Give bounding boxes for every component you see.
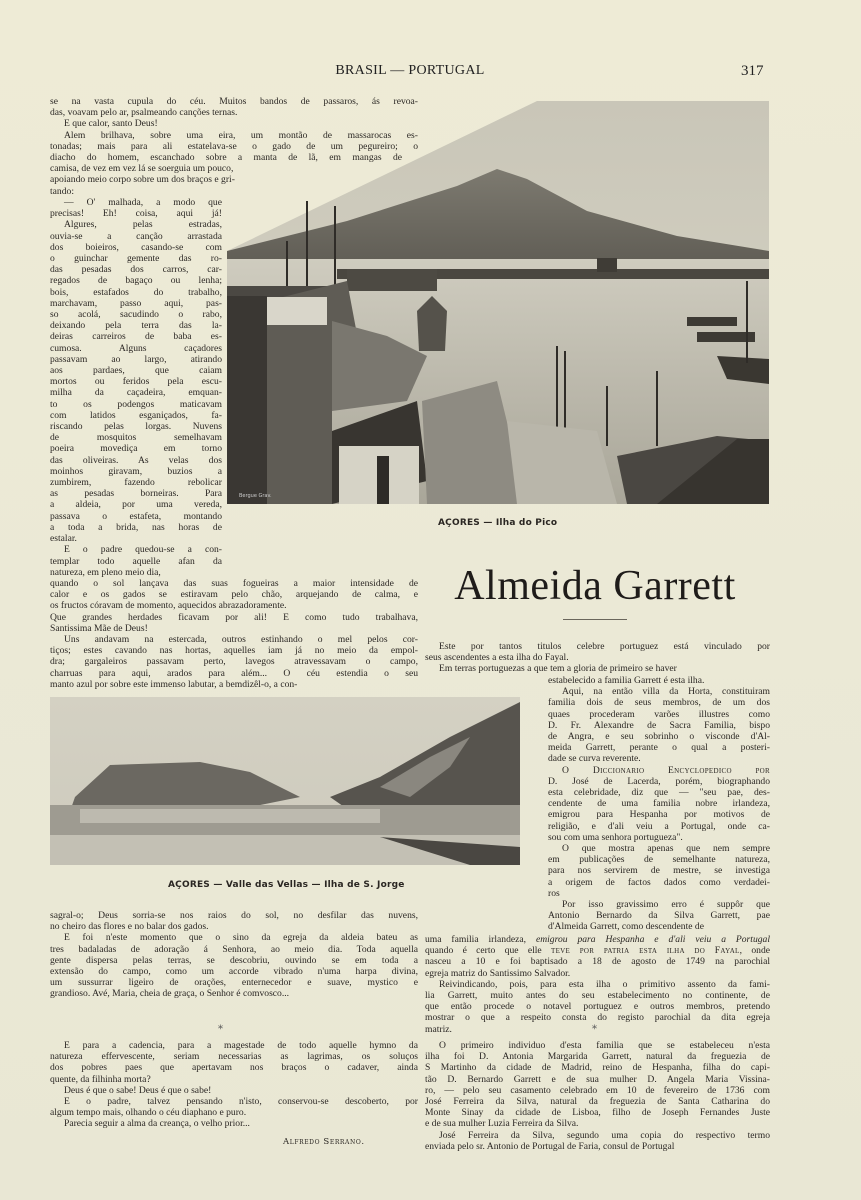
text-line: ro, — pelo seu casamento celebrado em 10 de fevereiro de 1736 com bbox=[425, 1084, 770, 1096]
text-line: bois, estafados do trabalho, bbox=[50, 286, 222, 298]
text-line: mortos ou feridos pela escu- bbox=[50, 376, 222, 388]
text-line: Uns andavam na estercada, outros estinhando o mel pelos cor- bbox=[64, 634, 418, 646]
text-line bbox=[425, 934, 770, 945]
text-line: S Martinho da cidade de Madrid, reino de Hespanha, filha do capi- bbox=[425, 1062, 770, 1074]
text-line: Monte Sinay da cidade de Lisboa, filho de Joseph Fernandes Juste bbox=[425, 1107, 770, 1119]
text-line: aos pardaes, que caiam bbox=[50, 365, 222, 377]
text-line: um sussurrar ligeiro de orações, enternecedor e suave, mystico e bbox=[50, 977, 418, 989]
text-line: milha da caçadeira, emquan- bbox=[50, 387, 222, 399]
text-line: mostrar o que a respeito consta do registo parochial da dita egreja bbox=[425, 1012, 770, 1024]
text-line: templar todo aquelle afan da bbox=[50, 555, 222, 567]
caption-detail: Valle das Vellas — Ilha de S. Jorge bbox=[225, 880, 405, 890]
caption-place: AÇORES bbox=[168, 880, 210, 890]
text-line: tando: bbox=[50, 185, 74, 197]
text-segment: uma familia irlandeza, bbox=[425, 934, 536, 945]
text-line: meida Garrett, perante o qual a posteri- bbox=[548, 742, 770, 754]
text-line: tão D. Bernardo Garrett e de sua mulher D. Angela Maria Vissina- bbox=[425, 1073, 770, 1085]
caption-ilha-do-pico bbox=[438, 518, 557, 528]
italic-quote: emigrou para Hespanha e d'ali veiu a Portugal bbox=[535, 934, 770, 945]
text-line: E para a cadencia, para a magestade de todo aquelle hymno da bbox=[64, 1040, 418, 1051]
text-line: lia Garrett, muito antes do seu estabelecimento no continente, de bbox=[425, 990, 770, 1002]
text-line: a aldeia, por uma vereda, bbox=[50, 499, 222, 511]
text-line: poeira movediça em torno bbox=[50, 443, 222, 455]
text-line: apoiando meio corpo sobre um dos braços e gri- bbox=[50, 174, 235, 186]
text-line: Alem brilhava, sobre uma eira, um montão de massarocas es- bbox=[64, 129, 418, 141]
text-line: D. Fr. Alexandre de Sacra Familia, bispo bbox=[548, 719, 770, 731]
text-line: gente dispersa pelas terras, se descobriu, ouvindo se em toda a bbox=[50, 954, 418, 966]
text-line: Por isso gravissimo erro é suppôr que bbox=[562, 899, 770, 911]
text-line: to os podengos maticavam bbox=[50, 398, 222, 410]
story-opening bbox=[50, 96, 418, 197]
text-line: esta celebridade, diz que — "seu pae, des- bbox=[548, 787, 770, 799]
text-line: se na vasta cupula do céu. Muitos bandos de passaros, ás revoa- bbox=[50, 96, 418, 107]
text-line: Este por tantos titulos celebre portuguez está vinculado por bbox=[439, 641, 770, 652]
author-signature: Alfredo Serrano. bbox=[283, 1137, 365, 1147]
text-line: sou com uma senhora portugueza". bbox=[548, 831, 683, 843]
title-rule bbox=[563, 619, 627, 620]
text-line: dos pobres paes que apertavam nos braços o cadaver, ainda bbox=[50, 1062, 418, 1074]
story-continuation bbox=[50, 578, 418, 690]
story-narrow-column bbox=[50, 197, 222, 578]
text-line: grandioso. Avé, Maria, cheia de graça, o Senhor é comvosco... bbox=[50, 988, 290, 1000]
text-line: regados de bagaço ou lenha; bbox=[50, 275, 222, 287]
text-line: algum tempo mais, olhando o céu diaphano e puro. bbox=[50, 1107, 247, 1119]
caption-detail: Ilha do Pico bbox=[495, 518, 558, 528]
text-line: que então procede o notavel portuguez e outros membros, pretendo bbox=[425, 1001, 770, 1013]
text-line: matriz. bbox=[425, 1023, 452, 1035]
text-line: d'Almeida Garrett, como descendente de bbox=[548, 921, 704, 933]
article-narrow-column bbox=[548, 675, 770, 933]
text-line: marchavam, passo aqui, pas- bbox=[50, 297, 222, 309]
text-line: diacho do homem, escanchado sobre a manta de lã, em mangas de bbox=[50, 152, 402, 164]
text-line: Deus é que o sabe! Deus é que o sabe! bbox=[64, 1084, 212, 1096]
article-wide-lines bbox=[425, 956, 770, 1034]
text-line: natureza effervescente, seriam necessarias as lagrimas, os soluços bbox=[50, 1051, 418, 1063]
text-segment: quando é certo que elle bbox=[425, 945, 551, 957]
text-line: religião, e d'ali veiu a Portugal, onde ca- bbox=[548, 820, 770, 832]
text-line: — O' malhada, a modo que bbox=[64, 197, 222, 208]
text-line: passava o estafeta, montando bbox=[50, 510, 222, 522]
text-line: calor e os gados se estiravam pelo chão, arquejando de calma, e bbox=[50, 589, 418, 601]
text-line: estabelecido a familia Garrett é esta ilha. bbox=[548, 675, 705, 686]
text-line: seus ascendentes a esta ilha do Fayal. bbox=[425, 652, 569, 664]
page-number: 317 bbox=[741, 63, 764, 79]
text-line: enviada pelo sr. Antonio de Portugal de Faria, consul de Portugal bbox=[425, 1140, 675, 1152]
text-line: Em terras portuguezas a que tem a gloria de primeiro se haver bbox=[439, 663, 677, 675]
text-line: deixando pela terra das la- bbox=[50, 320, 222, 332]
text-line: zumbirem, fazendo rebolicar bbox=[50, 477, 222, 489]
text-line: charruas para aqui, arados para além... O céu estendia o seu bbox=[50, 667, 418, 679]
text-line: familia dois de seus membros, de um dos bbox=[548, 697, 770, 709]
text-line: Que grandes herdades ficavam por ali! E como tudo trabalhava, bbox=[50, 611, 418, 623]
text-line: e de sua mulher Luzia Ferreira da Silva. bbox=[425, 1118, 579, 1130]
text-line: Santissima Mãe de Deus! bbox=[50, 622, 148, 634]
text-line: D. José de Lacerda, porém, biographando bbox=[548, 775, 770, 787]
text-line: José Ferreira da Silva, segundo uma copia do respectivo termo bbox=[439, 1129, 770, 1141]
text-line: manto azul por sobre este immenso labutar, a bemdizêl-o, a con- bbox=[50, 678, 298, 690]
caption-valle-das-vellas bbox=[168, 880, 405, 890]
text-line: ilha foi D. Antonia Margarida Garrett, natural da freguezia de bbox=[425, 1051, 770, 1063]
text-line: ros bbox=[548, 887, 560, 899]
text-segment: , onde bbox=[739, 945, 770, 957]
text-line: no cheiro das flores e no balar dos gados. bbox=[50, 921, 209, 933]
text-line: natureza, em pleno meio dia, bbox=[50, 566, 161, 578]
text-line: para nos servirem de mestre, se investiga bbox=[548, 865, 770, 877]
text-line: ouvia-se a canção arrastada bbox=[50, 230, 222, 242]
text-line: quente, da filhinha morta? bbox=[50, 1073, 151, 1085]
text-line: das pesadas dos carros, car- bbox=[50, 264, 222, 276]
text-line: riscando pelas lorgas. Nuvens bbox=[50, 421, 222, 433]
text-line: Parecia seguir a alma da creança, o velho prior... bbox=[64, 1118, 250, 1130]
text-line: cendente de uma familia nobre irlandeza, bbox=[548, 798, 770, 810]
running-title: BRASIL — PORTUGAL bbox=[335, 63, 485, 78]
caption-dash: — bbox=[483, 518, 496, 528]
text-line: José Ferreira da Silva, natural da freguezia de Santa Catharina do bbox=[425, 1096, 770, 1108]
text-line: camisa, de vez em vez lá se soerguia um pouco, bbox=[50, 163, 234, 175]
text-line: dra; gargaleiros passavam perto, lavegos atravessavam o campo, bbox=[50, 656, 418, 668]
text-line: E foi n'este momento que o sino da egreja da aldeia bateu as bbox=[64, 932, 418, 944]
text-line: Aqui, na então villa da Horta, constituiram bbox=[562, 686, 770, 698]
text-line: tres badaladas de adoração á Senhora, ao meio dia. Toda aquella bbox=[50, 943, 418, 955]
text-line: O que mostra apenas que nem sempre bbox=[562, 843, 770, 855]
text-line: so acolá, sacudindo o rabo, bbox=[50, 309, 222, 321]
article-closing bbox=[425, 1040, 770, 1152]
text-line: dos boieiros, casando-se com bbox=[50, 241, 222, 253]
article-continuation bbox=[425, 934, 770, 1035]
text-line: a toda a brida, nas horas de bbox=[50, 521, 222, 533]
text-line: O primeiro individuo d'esta familia que se estabeleceu n'esta bbox=[439, 1040, 770, 1051]
caption-dash: — bbox=[213, 880, 226, 890]
text-line: emigrou para Hespanha por motivos de bbox=[548, 809, 770, 821]
text-line: tonadas; mais para ali estatelava-se o gado de um pegureiro; o bbox=[50, 140, 418, 152]
text-line: dade se curva reverente. bbox=[548, 753, 641, 765]
text-line: extensão do campo, como um accorde vibrado n'uma harpa divina, bbox=[50, 966, 418, 978]
text-line: O Diccionario Encyclopedico por bbox=[562, 764, 770, 776]
small-caps-emphasis: teve por patria esta ilha do Fayal bbox=[551, 945, 740, 957]
photo-valle-das-vellas bbox=[50, 697, 520, 865]
text-line: o guinchar gemente das ro- bbox=[50, 253, 222, 265]
text-line: passavam ao largo, atirando bbox=[50, 353, 222, 365]
text-line: Reivindicando, pois, para esta ilha o primitivo assento da fami- bbox=[439, 978, 770, 990]
text-line: nasceu a 10 e foi baptisado a 18 de agosto de 1749 na parochial bbox=[425, 956, 770, 968]
text-line: com latidos esganiçados, fa- bbox=[50, 409, 222, 421]
caption-place: AÇORES bbox=[438, 518, 480, 528]
text-line: a origem de factos dados como verdadei- bbox=[548, 876, 770, 888]
text-line: quando o sol lançava das suas fogueiras a maior intensidade de bbox=[50, 578, 418, 589]
article-intro bbox=[425, 641, 770, 675]
text-line: moinhos giravam, buzios a bbox=[50, 465, 222, 477]
text-line: E que calor, santo Deus! bbox=[64, 118, 158, 130]
text-line: sagral-o; Deus sorria-se nos raios do sol, no desfilar das nuvens, bbox=[50, 910, 418, 921]
article-title: Almeida Garrett bbox=[454, 563, 736, 609]
text-line: de Angra, e seu sobrinho o visconde d'Al- bbox=[548, 731, 770, 743]
text-line: tiços; estes cavando nas hortas, aquelles iam já no meio da empol- bbox=[50, 645, 418, 657]
text-line: das oliveiras. As velas dos bbox=[50, 454, 222, 466]
text-line: em publicações de semelhante natureza, bbox=[548, 854, 770, 866]
text-line: as pesadas borneiras. Para bbox=[50, 488, 222, 500]
text-line: Antonio Bernardo da Silva Garrett, pae bbox=[548, 910, 770, 922]
text-line: os fructos córavam de momento, aquecidos abrazadoramente. bbox=[50, 600, 287, 612]
section-separator: * bbox=[592, 1024, 597, 1035]
text-line: das, voavam pelo ar, psalmeando canções ternas. bbox=[50, 107, 238, 119]
text-line: Algures, pelas estradas, bbox=[64, 219, 222, 231]
text-line: deiras carreiros de baba es- bbox=[50, 331, 222, 343]
story-closing bbox=[50, 1040, 418, 1130]
text-line: estalar. bbox=[50, 533, 77, 545]
text-line: E o padre quedou-se a con- bbox=[64, 544, 222, 556]
story-after-photo bbox=[50, 910, 418, 1000]
text-line: cumosa. Alguns caçadores bbox=[50, 342, 222, 354]
text-line: de mosquitos semelhavam bbox=[50, 432, 222, 444]
text-line: E o padre, talvez pensando n'isto, conservou-se descoberto, por bbox=[64, 1096, 418, 1108]
text-line: quaes procederam varões illustres como bbox=[548, 708, 770, 720]
text-line: egreja matriz do Santissimo Salvador. bbox=[425, 967, 571, 979]
story-separator: * bbox=[218, 1024, 223, 1035]
text-line: precisas! Eh! coisa, aqui já! bbox=[50, 208, 222, 220]
text-line bbox=[425, 945, 770, 956]
engraver-mark: Bergue Grav. bbox=[239, 493, 272, 499]
